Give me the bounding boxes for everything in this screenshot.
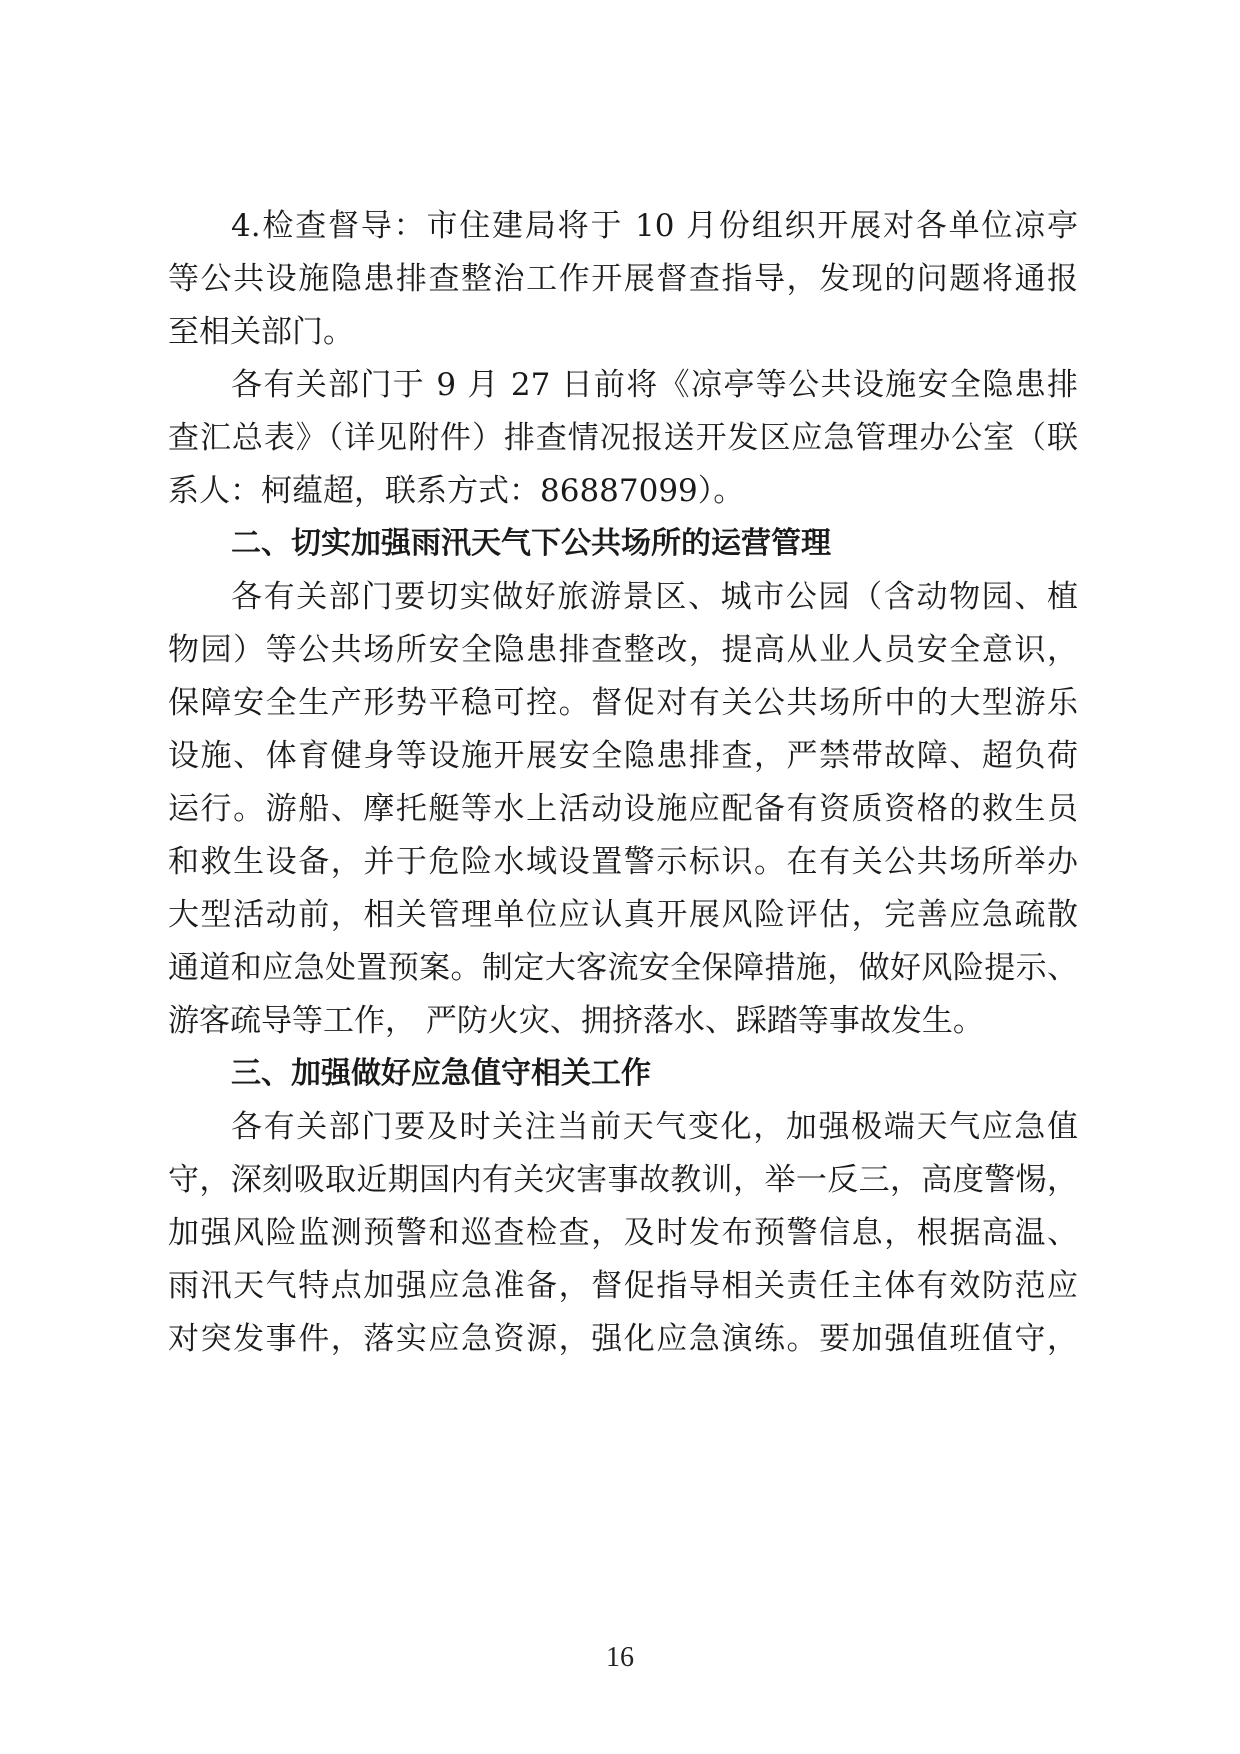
- paragraph-line: 游客疏导等工作， 严防火灾、拥挤落水、踩踏等事故发生。: [168, 1003, 984, 1039]
- paragraph-line: 雨汛天气特点加强应急准备，督促指导相关责任主体有效防范应: [168, 1268, 1078, 1304]
- paragraph-line: 各有关部门于 9 月 27 日前将《凉亭等公共设施安全隐患排: [231, 367, 1078, 403]
- paragraph-line: 查汇总表》（详见附件）排查情况报送开发区应急管理办公室（联: [168, 420, 1078, 456]
- paragraph-line: 系人：柯蕴超，联系方式：86887099）。: [168, 473, 745, 509]
- page-number: 16: [606, 1642, 634, 1673]
- paragraph-line: 等公共设施隐患排查整治工作开展督查指导，发现的问题将通报: [168, 261, 1078, 297]
- paragraph-line: 通道和应急处置预案。制定大客流安全保障措施，做好风险提示、: [168, 950, 1078, 986]
- paragraph-line: 设施、体育健身等设施开展安全隐患排查，严禁带故障、超负荷: [168, 738, 1078, 774]
- paragraph-line: 运行。游船、摩托艇等水上活动设施应配备有资质资格的救生员: [168, 791, 1078, 827]
- paragraph-line: 各有关部门要切实做好旅游景区、城市公园（含动物园、植: [231, 579, 1078, 615]
- paragraph-line: 和救生设备，并于危险水域设置警示标识。在有关公共场所举办: [168, 844, 1078, 880]
- paragraph-line: 各有关部门要及时关注当前天气变化，加强极端天气应急值: [231, 1109, 1078, 1145]
- paragraph-line: 至相关部门。: [168, 314, 354, 350]
- paragraph-line: 加强风险监测预警和巡查检查，及时发布预警信息，根据高温、: [168, 1215, 1078, 1251]
- paragraph-line: 4.检查督导：市住建局将于 10 月份组织开展对各单位凉亭: [231, 208, 1078, 244]
- paragraph-line: 守，深刻吸取近期国内有关灾害事故教训，举一反三，高度警惕，: [168, 1162, 1078, 1198]
- paragraph-line: 物园）等公共场所安全隐患排查整改，提高从业人员安全意识，: [168, 632, 1078, 668]
- paragraph-line: 保障安全生产形势平稳可控。督促对有关公共场所中的大型游乐: [168, 685, 1078, 721]
- section-heading: 三、加强做好应急值守相关工作: [231, 1056, 651, 1091]
- paragraph-line: 大型活动前，相关管理单位应认真开展风险评估，完善应急疏散: [168, 897, 1078, 933]
- section-heading: 二、切实加强雨汛天气下公共场所的运营管理: [231, 526, 831, 561]
- paragraph-line: 对突发事件，落实应急资源，强化应急演练。要加强值班值守，: [168, 1321, 1078, 1357]
